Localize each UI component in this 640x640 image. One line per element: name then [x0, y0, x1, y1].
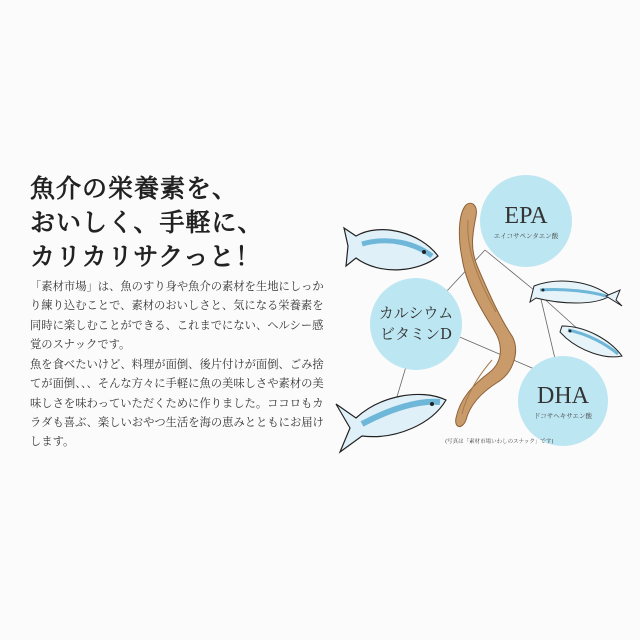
vitamin-d-label: ビタミンD [379, 325, 453, 343]
calcium-label: カルシウム [378, 304, 454, 322]
dha-bubble [518, 356, 608, 446]
description-paragraph-2: 魚を食べたいけど、料理が面倒、後片付けが面倒、ごみ捨てが面倒、、、そんな方々に手軽に魚の美味しさや素材の美味しさを味わっていただくために作りました。ココロもカラダも喜ぶ、楽しいおやつ生活を海の恵みとともにお届けします。 [30, 358, 324, 449]
dha-subtitle: ドコサヘキサエン酸 [534, 411, 592, 420]
headline-line-2: おいしく、手軽に、 [30, 208, 264, 237]
photo-caption: (写真は「素材市場いわしのスナック」です) [445, 439, 554, 445]
headline [30, 172, 264, 274]
epa-bubble [480, 175, 572, 267]
description-paragraph-1: 「素材市場」は、魚のすり身や魚介の素材を生地にしっかり練り込むことで、素材のおいしさと、気になる栄養素を同時に楽しむことができる、これまでにない、ヘルシー感覚のスナックです。 [30, 280, 324, 351]
headline-line-1: 魚介の栄養素を、 [30, 174, 239, 203]
epa-subtitle: エイコサペンタエン酸 [493, 231, 559, 240]
dha-title: DHA [537, 382, 589, 409]
epa-title: EPA [504, 202, 548, 229]
nutrient-illustration [330, 170, 640, 470]
calcium-bubble [370, 278, 462, 370]
description [30, 277, 330, 452]
headline-line-3: カリカリサクっと！ [30, 242, 262, 271]
